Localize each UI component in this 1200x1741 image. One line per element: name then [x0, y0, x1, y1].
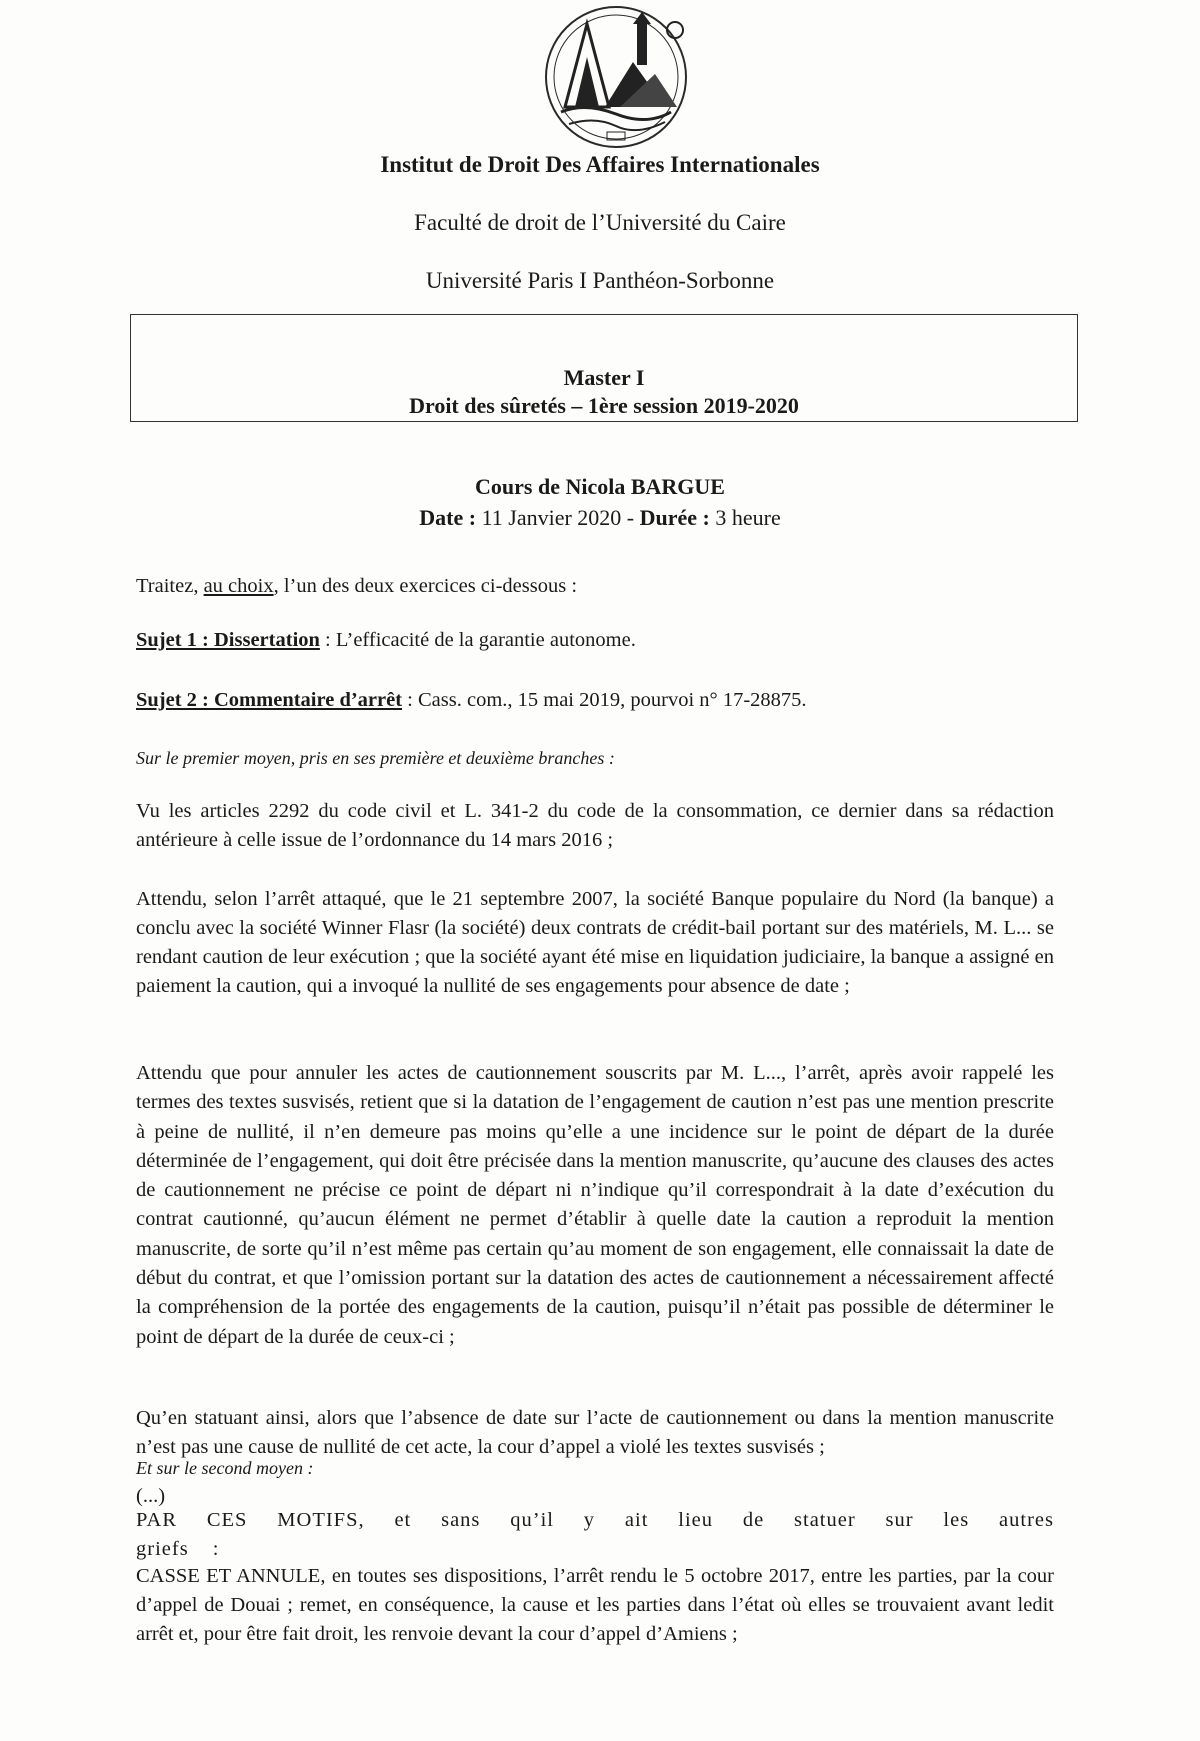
instructions	[136, 572, 1054, 601]
exam-level: Master I	[563, 365, 645, 390]
ruling-ellipsis: (...)	[136, 1485, 166, 1507]
exam-date-line	[0, 505, 1200, 531]
course-title: Cours de Nicola BARGUE	[475, 474, 725, 499]
intro-underlined: au choix	[203, 575, 274, 597]
first-ground-heading: Sur le premier moyen, pris en ses première et deuxième branches :	[136, 748, 615, 768]
subject-1	[136, 626, 1054, 655]
ruling-paragraph-4: Qu’en statuant ainsi, alors que l’absence de date sur l’acte de cautionnement ou dans la mention manuscrite n’est pas une cause de nullité de cet acte, la cour d’appel a violé les textes susvisés ;	[136, 1407, 1054, 1458]
ruling-paragraph-2: Attendu, selon l’arrêt attaqué, que le 21 septembre 2007, la société Banque populaire du Nord (la banque) a conclu avec la société Winner Flasr (la société) deux contrats de crédit-bail portant sur des matériels, M. L... se rendant caution de leur exécution ; que la société ayant été mise en liquidation judiciaire, la banque a assigné en paiement la caution, qui a invoqué la nullité de ses engagements pour absence de date ;	[136, 888, 1054, 997]
second-ground-heading: Et sur le second moyen :	[136, 1458, 314, 1478]
date-label: Date :	[419, 505, 477, 530]
duration-label: Durée :	[639, 505, 710, 530]
ruling-paragraph-5: CASSE ET ANNULE, en toutes ses dispositions, l’arrêt rendu le 5 octobre 2017, entre les parties, par la cour d’appel de Douai ; remet, en conséquence, la cause et les parties dans l’état où elles se trouvaient avant ledit arrêt et, pour être fait droit, les renvoie devant la cour d’appel d’Amiens ;	[136, 1565, 1054, 1645]
institute-title: Institut de Droit Des Affaires Internationales	[380, 152, 820, 177]
university-name: Université Paris I Panthéon-Sorbonne	[425, 268, 775, 293]
subject-2-text: : Cass. com., 15 mai 2019, pourvoi n° 17-28875.	[402, 689, 807, 711]
ruling-paragraph-3: Attendu que pour annuler les actes de cautionnement souscrits par M. L..., l’arrêt, après avoir rappelé les termes des textes susvisés, retient que si la datation de l’engagement de caution n’est pas une mention prescrite à peine de nullité, il n’en demeure pas moins qu’elle a une incidence sur le point de départ de la durée déterminée de l’engagement, qui doit être précisée dans la mention manuscrite, qu’aucune des clauses des actes de cautionnement ne précise ce point de départ ni n’indique qu’il correspondrait à la date d’exécution du contrat cautionné, qu’aucun élément ne permet d’établir à quelle date la caution a reproduit la mention manuscrite, de sorte qu’il n’est même pas certain qu’au moment de son engagement, elle connaissait la date de début du contrat, et que l’omission portant sur la datation des actes de cautionnement a nécessairement affecté la compréhension de la portée des engagements de la caution, puisqu’il n’était pas possible de déterminer le point de départ de la durée de ceux-ci ;	[136, 1062, 1054, 1348]
subject-1-label: Sujet 1 : Dissertation	[136, 629, 320, 651]
date-value: 11 Janvier 2020 -	[481, 505, 635, 530]
subject-1-text: : L’efficacité de la garantie autonome.	[319, 629, 636, 651]
duration-value: 3 heure	[715, 505, 781, 530]
faculty-name: Faculté de droit de l’Université du Caire	[414, 210, 786, 235]
intro-after: , l’un des deux exercices ci-dessous :	[273, 575, 578, 597]
university-seal-icon	[525, 2, 707, 152]
subject-2	[136, 686, 1054, 715]
exam-course-session: Droit des sûretés – 1ère session 2019-2020	[409, 393, 799, 418]
intro-before: Traitez,	[136, 575, 204, 597]
exam-title-box	[130, 314, 1078, 422]
ruling-paragraph-1: Vu les articles 2292 du code civil et L. 341-2 du code de la consommation, ce dernier dans sa rédaction antérieure à celle issue de l’ordonnance du 14 mars 2016 ;	[136, 800, 1054, 851]
subject-2-label: Sujet 2 : Commentaire d’arrêt	[136, 689, 403, 711]
ruling-motifs: PAR CES MOTIFS, et sans qu’il y ait lieu de statuer sur les autres griefs :	[136, 1509, 1054, 1560]
